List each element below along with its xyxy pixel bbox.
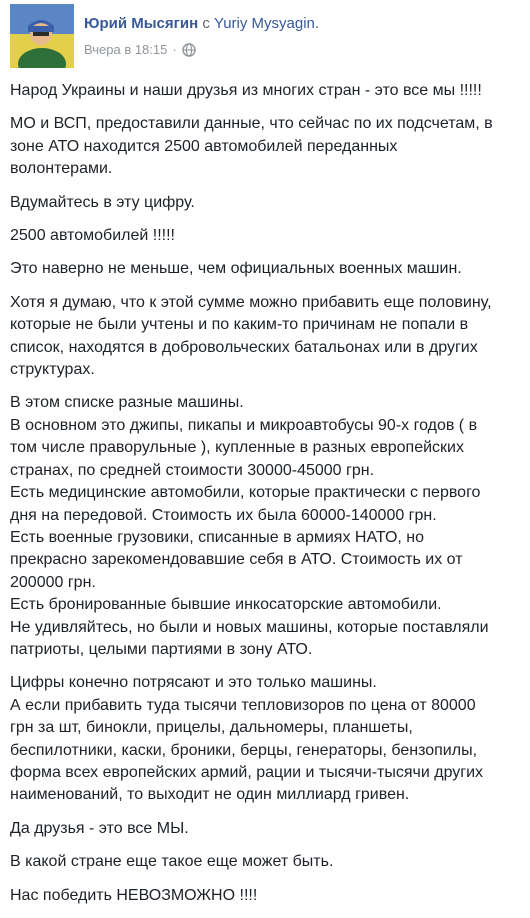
- post-paragraph: Вдумайтесь в эту цифру.: [10, 193, 195, 211]
- meta-separator: ·: [172, 42, 177, 57]
- post-paragraph: Народ Украины и наши друзья из многих стран - это все мы !!!!!: [10, 82, 482, 99]
- post-paragraph: МО и ВСП, предоставили данные, что сейчас по их подсчетам, в зоне АТО находится 2500 автомобилей переданных волонтерами.: [10, 115, 493, 178]
- post-body: [10, 80, 518, 918]
- post-paragraph: 2500 автомобилей !!!!!: [10, 227, 175, 245]
- post-paragraph: Хотя я думаю, что к этой сумме можно прибавить еще половину, которые не были учтены и по каким-то причинам не попали в список, находятся в добровольческих батальонах или в других структурах.: [10, 293, 492, 379]
- post-meta: [84, 41, 196, 59]
- post-paragraph: Это наверно не меньше, чем официальных военных машин.: [10, 260, 462, 278]
- post-paragraph: В какой стране еще такое еще может быть.: [10, 853, 334, 871]
- author-avatar[interactable]: [10, 4, 74, 68]
- author-via-text: с: [202, 15, 210, 32]
- author-line: [84, 14, 319, 34]
- avatar-image: [10, 4, 74, 68]
- post-paragraph: В этом списке разные машины. В основном это джипы, пикапы и микроавтобусы 90-х годов ( в том числе праворульные ), купленные в разных европейских странах, по средней стоимости 30000-45000 грн. Есть медицинские автомобили, которые практически с первого дня на передовой. Стоимость их была 60000-140000 грн. Есть военные грузовики, списанные в армиях НАТО, но прекрасно зарекомендовавшие себя в АТО. Стоимость их от 200000 грн. Есть бронированные бывшие инкосаторские автомобили. Не удивляйтесь, но были и новых машины, которые поставляли патриоты, целыми партиями в зону АТО.: [10, 394, 489, 658]
- post-timestamp[interactable]: Вчера в 18:15: [84, 42, 168, 57]
- author-alt-name-link[interactable]: Yuriy Mysyagin.: [214, 15, 320, 32]
- post-paragraph: Да друзья - это все МЫ.: [10, 819, 189, 837]
- post-header: [10, 4, 520, 68]
- post-paragraph: Цифры конечно потрясают и это только машины. А если прибавить туда тысячи тепловизоров по цена от 80000 грн за шт, бинокли, прицелы, дальномеры, планшеты, беспилотники, каски, броники, берцы, генераторы, бензопилы, форма всех европейских армий, рации и тысячи-тысячи других наименований, то выходит не один миллиард гривен.: [10, 674, 484, 804]
- post-paragraph: Нас победить НЕВОЗМОЖНО !!!!: [10, 886, 258, 904]
- author-name-link[interactable]: Юрий Мысягин: [84, 15, 199, 32]
- globe-icon[interactable]: [182, 43, 196, 57]
